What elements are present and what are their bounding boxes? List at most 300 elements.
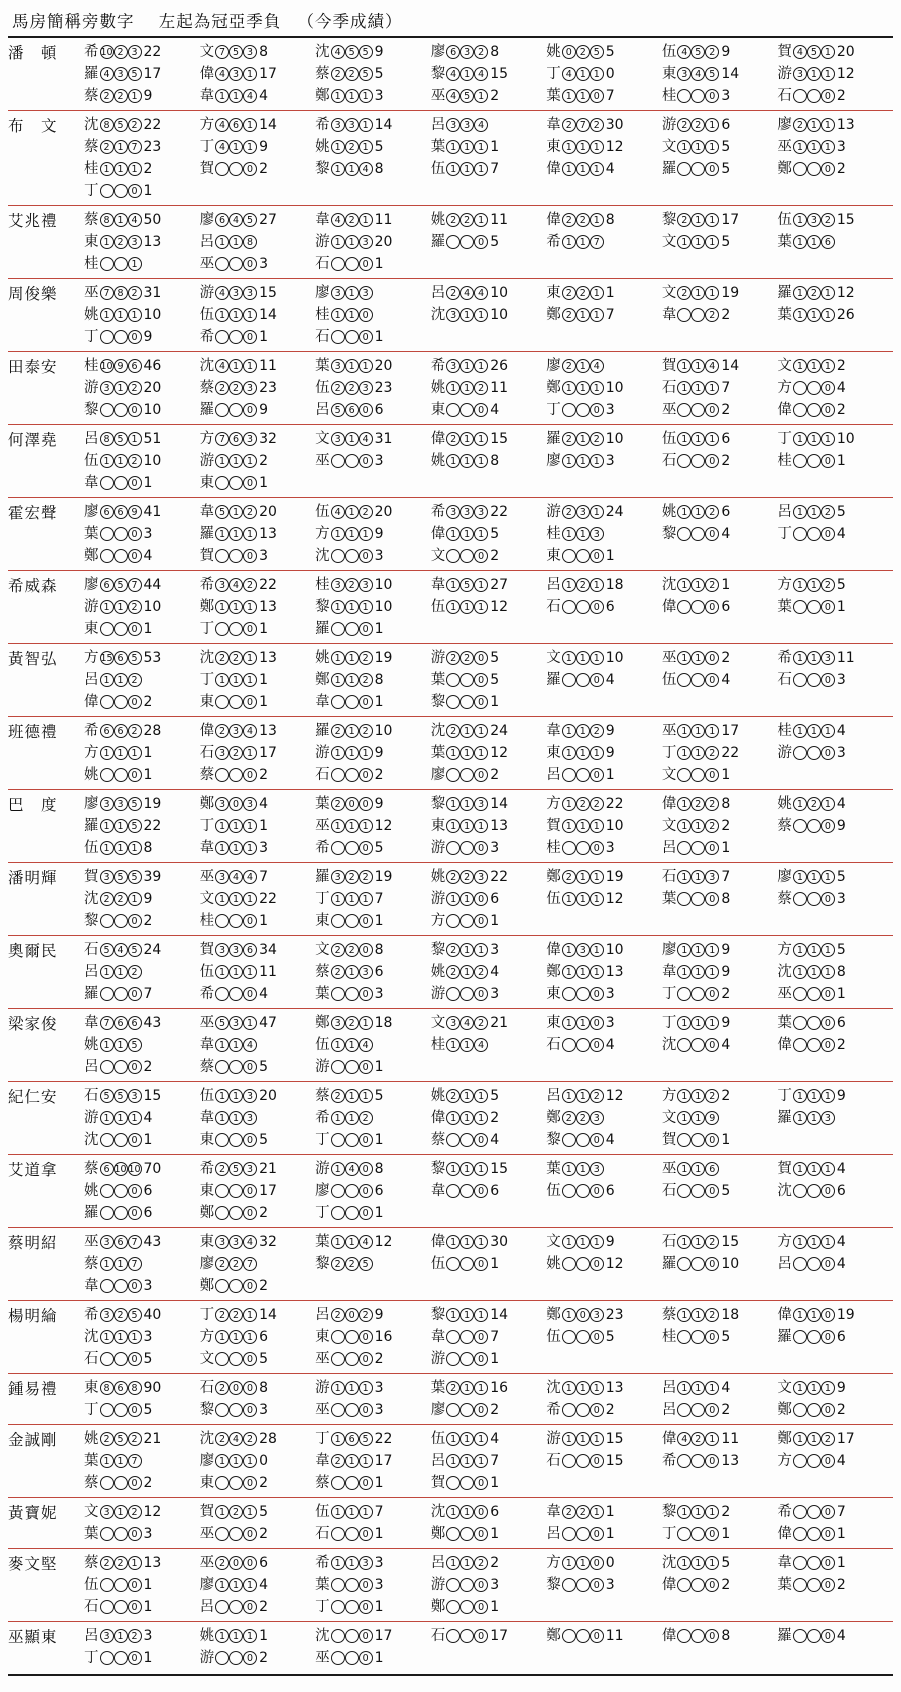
stable-entry[interactable] [546, 1428, 662, 1450]
stable-entry[interactable] [662, 742, 778, 764]
stable-entry[interactable] [546, 596, 662, 618]
stable-entry[interactable] [200, 837, 316, 859]
stable-entry[interactable] [662, 399, 778, 421]
stable-entry[interactable] [200, 669, 316, 691]
stable-entry[interactable] [777, 399, 893, 421]
stable-entry[interactable] [546, 961, 662, 983]
stable-entry[interactable] [777, 793, 893, 815]
stable-entry[interactable] [777, 428, 893, 450]
stable-entry[interactable] [315, 1625, 431, 1647]
stable-entry[interactable] [315, 1034, 431, 1056]
stable-entry[interactable] [315, 63, 431, 85]
jockey-name[interactable] [8, 38, 84, 111]
stable-entry[interactable] [315, 282, 431, 304]
stable-entry[interactable] [200, 545, 316, 567]
stable-entry[interactable] [777, 1574, 893, 1596]
stable-entry[interactable] [662, 1450, 778, 1472]
stable-entry[interactable] [546, 209, 662, 231]
stable-entry[interactable] [200, 136, 316, 158]
stable-entry[interactable] [662, 764, 778, 786]
stable-entry[interactable] [662, 1625, 778, 1647]
jockey-name[interactable] [8, 644, 84, 717]
stable-entry[interactable] [200, 63, 316, 85]
stable-entry[interactable] [777, 1231, 893, 1253]
stable-entry[interactable] [546, 1158, 662, 1180]
stable-entry[interactable] [200, 1399, 316, 1421]
stable-entry[interactable] [84, 1625, 200, 1647]
stable-entry[interactable] [431, 1034, 547, 1056]
stable-entry[interactable] [546, 545, 662, 567]
stable-entry[interactable] [662, 1231, 778, 1253]
stable-entry[interactable] [662, 574, 778, 596]
stable-entry[interactable] [200, 939, 316, 961]
stable-entry[interactable] [662, 1012, 778, 1034]
stable-entry[interactable] [200, 1647, 316, 1669]
stable-entry[interactable] [84, 472, 200, 494]
stable-entry[interactable] [200, 1012, 316, 1034]
stable-entry[interactable] [662, 1428, 778, 1450]
stable-entry[interactable] [431, 669, 547, 691]
stable-entry[interactable] [315, 1326, 431, 1348]
stable-entry[interactable] [315, 1523, 431, 1545]
stable-entry[interactable] [200, 231, 316, 253]
stable-entry[interactable] [662, 85, 778, 107]
stable-entry[interactable] [315, 1348, 431, 1370]
stable-entry[interactable] [777, 669, 893, 691]
stable-entry[interactable] [777, 85, 893, 107]
stable-entry[interactable] [84, 282, 200, 304]
stable-entry[interactable] [84, 1472, 200, 1494]
stable-entry[interactable] [200, 85, 316, 107]
stable-entry[interactable] [200, 647, 316, 669]
jockey-name[interactable] [8, 790, 84, 863]
stable-entry[interactable] [84, 1034, 200, 1056]
stable-entry[interactable] [431, 1523, 547, 1545]
stable-entry[interactable] [662, 41, 778, 63]
stable-entry[interactable] [431, 114, 547, 136]
stable-entry[interactable] [431, 1552, 547, 1574]
stable-entry[interactable] [662, 866, 778, 888]
stable-entry[interactable] [315, 910, 431, 932]
stable-entry[interactable] [777, 596, 893, 618]
stable-entry[interactable] [431, 939, 547, 961]
stable-entry[interactable] [546, 41, 662, 63]
stable-entry[interactable] [431, 1231, 547, 1253]
stable-entry[interactable] [662, 136, 778, 158]
stable-entry[interactable] [431, 501, 547, 523]
stable-entry[interactable] [777, 355, 893, 377]
stable-entry[interactable] [662, 1326, 778, 1348]
stable-entry[interactable] [662, 1253, 778, 1275]
stable-entry[interactable] [546, 720, 662, 742]
stable-entry[interactable] [546, 1231, 662, 1253]
stable-entry[interactable] [200, 866, 316, 888]
stable-entry[interactable] [84, 545, 200, 567]
stable-entry[interactable] [546, 282, 662, 304]
stable-entry[interactable] [431, 209, 547, 231]
stable-entry[interactable] [84, 180, 200, 202]
stable-entry[interactable] [200, 1180, 316, 1202]
stable-entry[interactable] [662, 377, 778, 399]
stable-entry[interactable] [431, 136, 547, 158]
stable-entry[interactable] [84, 501, 200, 523]
stable-entry[interactable] [431, 1377, 547, 1399]
stable-entry[interactable] [777, 647, 893, 669]
stable-entry[interactable] [315, 158, 431, 180]
stable-entry[interactable] [200, 304, 316, 326]
stable-entry[interactable] [431, 1399, 547, 1421]
stable-entry[interactable] [777, 158, 893, 180]
stable-entry[interactable] [200, 1377, 316, 1399]
stable-entry[interactable] [84, 304, 200, 326]
stable-entry[interactable] [546, 1625, 662, 1647]
stable-entry[interactable] [315, 1574, 431, 1596]
stable-entry[interactable] [777, 304, 893, 326]
stable-entry[interactable] [546, 1574, 662, 1596]
stable-entry[interactable] [431, 1129, 547, 1151]
stable-entry[interactable] [777, 742, 893, 764]
stable-entry[interactable] [200, 1523, 316, 1545]
stable-entry[interactable] [777, 282, 893, 304]
stable-entry[interactable] [315, 545, 431, 567]
stable-entry[interactable] [431, 596, 547, 618]
stable-entry[interactable] [431, 647, 547, 669]
stable-entry[interactable] [546, 114, 662, 136]
stable-entry[interactable] [546, 742, 662, 764]
stable-entry[interactable] [546, 1399, 662, 1421]
stable-entry[interactable] [84, 1399, 200, 1421]
stable-entry[interactable] [84, 910, 200, 932]
stable-entry[interactable] [200, 1428, 316, 1450]
stable-entry[interactable] [662, 355, 778, 377]
stable-entry[interactable] [662, 1129, 778, 1151]
jockey-name[interactable] [8, 1082, 84, 1155]
stable-entry[interactable] [546, 815, 662, 837]
stable-entry[interactable] [546, 523, 662, 545]
stable-entry[interactable] [777, 501, 893, 523]
stable-entry[interactable] [315, 85, 431, 107]
jockey-name[interactable] [8, 1009, 84, 1082]
stable-entry[interactable] [84, 428, 200, 450]
stable-entry[interactable] [200, 1501, 316, 1523]
stable-entry[interactable] [431, 1625, 547, 1647]
stable-entry[interactable] [315, 961, 431, 983]
stable-entry[interactable] [84, 450, 200, 472]
stable-entry[interactable] [777, 231, 893, 253]
stable-entry[interactable] [431, 1472, 547, 1494]
stable-entry[interactable] [315, 1647, 431, 1669]
stable-entry[interactable] [84, 1523, 200, 1545]
stable-entry[interactable] [431, 1450, 547, 1472]
stable-entry[interactable] [777, 983, 893, 1005]
stable-entry[interactable] [431, 1012, 547, 1034]
stable-entry[interactable] [84, 1501, 200, 1523]
stable-entry[interactable] [315, 209, 431, 231]
stable-entry[interactable] [546, 1253, 662, 1275]
stable-entry[interactable] [315, 1304, 431, 1326]
stable-entry[interactable] [84, 1056, 200, 1078]
stable-entry[interactable] [777, 1399, 893, 1421]
stable-entry[interactable] [200, 815, 316, 837]
stable-entry[interactable] [546, 304, 662, 326]
stable-entry[interactable] [662, 961, 778, 983]
stable-entry[interactable] [777, 1034, 893, 1056]
stable-entry[interactable] [777, 1625, 893, 1647]
stable-entry[interactable] [200, 1085, 316, 1107]
stable-entry[interactable] [315, 764, 431, 786]
stable-entry[interactable] [200, 910, 316, 932]
stable-entry[interactable] [84, 1275, 200, 1297]
stable-entry[interactable] [546, 1180, 662, 1202]
stable-entry[interactable] [431, 85, 547, 107]
stable-entry[interactable] [84, 209, 200, 231]
jockey-name[interactable] [8, 111, 84, 206]
stable-entry[interactable] [84, 63, 200, 85]
stable-entry[interactable] [200, 209, 316, 231]
stable-entry[interactable] [84, 231, 200, 253]
stable-entry[interactable] [777, 377, 893, 399]
stable-entry[interactable] [200, 618, 316, 640]
stable-entry[interactable] [546, 983, 662, 1005]
stable-entry[interactable] [546, 1523, 662, 1545]
stable-entry[interactable] [777, 136, 893, 158]
stable-entry[interactable] [662, 647, 778, 669]
stable-entry[interactable] [546, 764, 662, 786]
stable-entry[interactable] [431, 158, 547, 180]
stable-entry[interactable] [315, 939, 431, 961]
stable-entry[interactable] [662, 114, 778, 136]
stable-entry[interactable] [315, 1253, 431, 1275]
stable-entry[interactable] [431, 1180, 547, 1202]
stable-entry[interactable] [431, 1304, 547, 1326]
stable-entry[interactable] [662, 63, 778, 85]
jockey-name[interactable] [8, 1301, 84, 1374]
stable-entry[interactable] [315, 1056, 431, 1078]
stable-entry[interactable] [200, 428, 316, 450]
stable-entry[interactable] [315, 231, 431, 253]
stable-entry[interactable] [200, 1034, 316, 1056]
stable-entry[interactable] [84, 815, 200, 837]
stable-entry[interactable] [200, 742, 316, 764]
stable-entry[interactable] [777, 1428, 893, 1450]
stable-entry[interactable] [431, 1574, 547, 1596]
stable-entry[interactable] [431, 815, 547, 837]
stable-entry[interactable] [431, 1428, 547, 1450]
stable-entry[interactable] [777, 450, 893, 472]
stable-entry[interactable] [315, 720, 431, 742]
stable-entry[interactable] [546, 1326, 662, 1348]
stable-entry[interactable] [662, 669, 778, 691]
stable-entry[interactable] [315, 428, 431, 450]
stable-entry[interactable] [777, 1326, 893, 1348]
stable-entry[interactable] [84, 837, 200, 859]
stable-entry[interactable] [431, 399, 547, 421]
stable-entry[interactable] [662, 837, 778, 859]
stable-entry[interactable] [200, 450, 316, 472]
stable-entry[interactable] [200, 158, 316, 180]
stable-entry[interactable] [431, 793, 547, 815]
jockey-name[interactable] [8, 863, 84, 936]
stable-entry[interactable] [546, 231, 662, 253]
stable-entry[interactable] [200, 888, 316, 910]
jockey-name[interactable] [8, 352, 84, 425]
stable-entry[interactable] [200, 501, 316, 523]
stable-entry[interactable] [315, 618, 431, 640]
jockey-name[interactable] [8, 1498, 84, 1549]
stable-entry[interactable] [546, 399, 662, 421]
stable-entry[interactable] [315, 1180, 431, 1202]
stable-entry[interactable] [546, 355, 662, 377]
stable-entry[interactable] [84, 1158, 200, 1180]
stable-entry[interactable] [546, 647, 662, 669]
stable-entry[interactable] [315, 1129, 431, 1151]
stable-entry[interactable] [84, 793, 200, 815]
stable-entry[interactable] [662, 1085, 778, 1107]
jockey-name[interactable] [8, 717, 84, 790]
stable-entry[interactable] [84, 866, 200, 888]
stable-entry[interactable] [777, 523, 893, 545]
stable-entry[interactable] [84, 691, 200, 713]
stable-entry[interactable] [431, 1158, 547, 1180]
stable-entry[interactable] [84, 326, 200, 348]
stable-entry[interactable] [315, 596, 431, 618]
stable-entry[interactable] [200, 41, 316, 63]
stable-entry[interactable] [662, 888, 778, 910]
stable-entry[interactable] [315, 1107, 431, 1129]
stable-entry[interactable] [431, 691, 547, 713]
stable-entry[interactable] [315, 793, 431, 815]
stable-entry[interactable] [200, 326, 316, 348]
stable-entry[interactable] [84, 742, 200, 764]
stable-entry[interactable] [84, 1202, 200, 1224]
stable-entry[interactable] [84, 1552, 200, 1574]
stable-entry[interactable] [315, 1202, 431, 1224]
stable-entry[interactable] [200, 377, 316, 399]
stable-entry[interactable] [84, 136, 200, 158]
stable-entry[interactable] [662, 939, 778, 961]
stable-entry[interactable] [662, 158, 778, 180]
stable-entry[interactable] [84, 1231, 200, 1253]
stable-entry[interactable] [431, 1501, 547, 1523]
stable-entry[interactable] [315, 1552, 431, 1574]
stable-entry[interactable] [431, 983, 547, 1005]
stable-entry[interactable] [431, 282, 547, 304]
stable-entry[interactable] [431, 1596, 547, 1618]
stable-entry[interactable] [200, 764, 316, 786]
stable-entry[interactable] [315, 377, 431, 399]
stable-entry[interactable] [200, 472, 316, 494]
jockey-name[interactable] [8, 936, 84, 1009]
stable-entry[interactable] [431, 523, 547, 545]
stable-entry[interactable] [200, 1574, 316, 1596]
stable-entry[interactable] [315, 1231, 431, 1253]
stable-entry[interactable] [315, 136, 431, 158]
stable-entry[interactable] [546, 888, 662, 910]
stable-entry[interactable] [777, 961, 893, 983]
stable-entry[interactable] [546, 1012, 662, 1034]
stable-entry[interactable] [315, 691, 431, 713]
stable-entry[interactable] [777, 1253, 893, 1275]
stable-entry[interactable] [84, 574, 200, 596]
stable-entry[interactable] [315, 501, 431, 523]
stable-entry[interactable] [84, 1596, 200, 1618]
stable-entry[interactable] [777, 574, 893, 596]
stable-entry[interactable] [315, 304, 431, 326]
stable-entry[interactable] [84, 1253, 200, 1275]
stable-entry[interactable] [84, 1647, 200, 1669]
stable-entry[interactable] [200, 574, 316, 596]
stable-entry[interactable] [777, 1107, 893, 1129]
stable-entry[interactable] [777, 815, 893, 837]
stable-entry[interactable] [315, 1377, 431, 1399]
stable-entry[interactable] [662, 209, 778, 231]
stable-entry[interactable] [431, 888, 547, 910]
stable-entry[interactable] [777, 41, 893, 63]
stable-entry[interactable] [662, 1501, 778, 1523]
stable-entry[interactable] [84, 983, 200, 1005]
stable-entry[interactable] [200, 253, 316, 275]
stable-entry[interactable] [200, 1326, 316, 1348]
stable-entry[interactable] [777, 114, 893, 136]
stable-entry[interactable] [662, 450, 778, 472]
stable-entry[interactable] [200, 282, 316, 304]
stable-entry[interactable] [662, 1180, 778, 1202]
stable-entry[interactable] [84, 1085, 200, 1107]
stable-entry[interactable] [84, 1107, 200, 1129]
stable-entry[interactable] [200, 399, 316, 421]
stable-entry[interactable] [84, 1012, 200, 1034]
stable-entry[interactable] [315, 1158, 431, 1180]
stable-entry[interactable] [431, 231, 547, 253]
stable-entry[interactable] [431, 720, 547, 742]
stable-entry[interactable] [546, 793, 662, 815]
jockey-name[interactable] [8, 498, 84, 571]
stable-entry[interactable] [315, 41, 431, 63]
stable-entry[interactable] [431, 910, 547, 932]
stable-entry[interactable] [200, 1056, 316, 1078]
stable-entry[interactable] [546, 85, 662, 107]
jockey-name[interactable] [8, 1622, 84, 1673]
stable-entry[interactable] [315, 1450, 431, 1472]
stable-entry[interactable] [546, 450, 662, 472]
stable-entry[interactable] [662, 1574, 778, 1596]
stable-entry[interactable] [546, 1085, 662, 1107]
stable-entry[interactable] [84, 41, 200, 63]
jockey-name[interactable] [8, 1155, 84, 1228]
stable-entry[interactable] [315, 326, 431, 348]
stable-entry[interactable] [84, 377, 200, 399]
stable-entry[interactable] [315, 523, 431, 545]
stable-entry[interactable] [315, 888, 431, 910]
stable-entry[interactable] [84, 158, 200, 180]
stable-entry[interactable] [662, 720, 778, 742]
stable-entry[interactable] [546, 501, 662, 523]
stable-entry[interactable] [777, 209, 893, 231]
stable-entry[interactable] [777, 63, 893, 85]
stable-entry[interactable] [431, 545, 547, 567]
stable-entry[interactable] [431, 1348, 547, 1370]
stable-entry[interactable] [431, 377, 547, 399]
jockey-name[interactable] [8, 1374, 84, 1425]
stable-entry[interactable] [200, 1472, 316, 1494]
stable-entry[interactable] [431, 1326, 547, 1348]
stable-entry[interactable] [84, 399, 200, 421]
stable-entry[interactable] [431, 1107, 547, 1129]
stable-entry[interactable] [662, 815, 778, 837]
stable-entry[interactable] [662, 983, 778, 1005]
stable-entry[interactable] [546, 939, 662, 961]
stable-entry[interactable] [200, 793, 316, 815]
